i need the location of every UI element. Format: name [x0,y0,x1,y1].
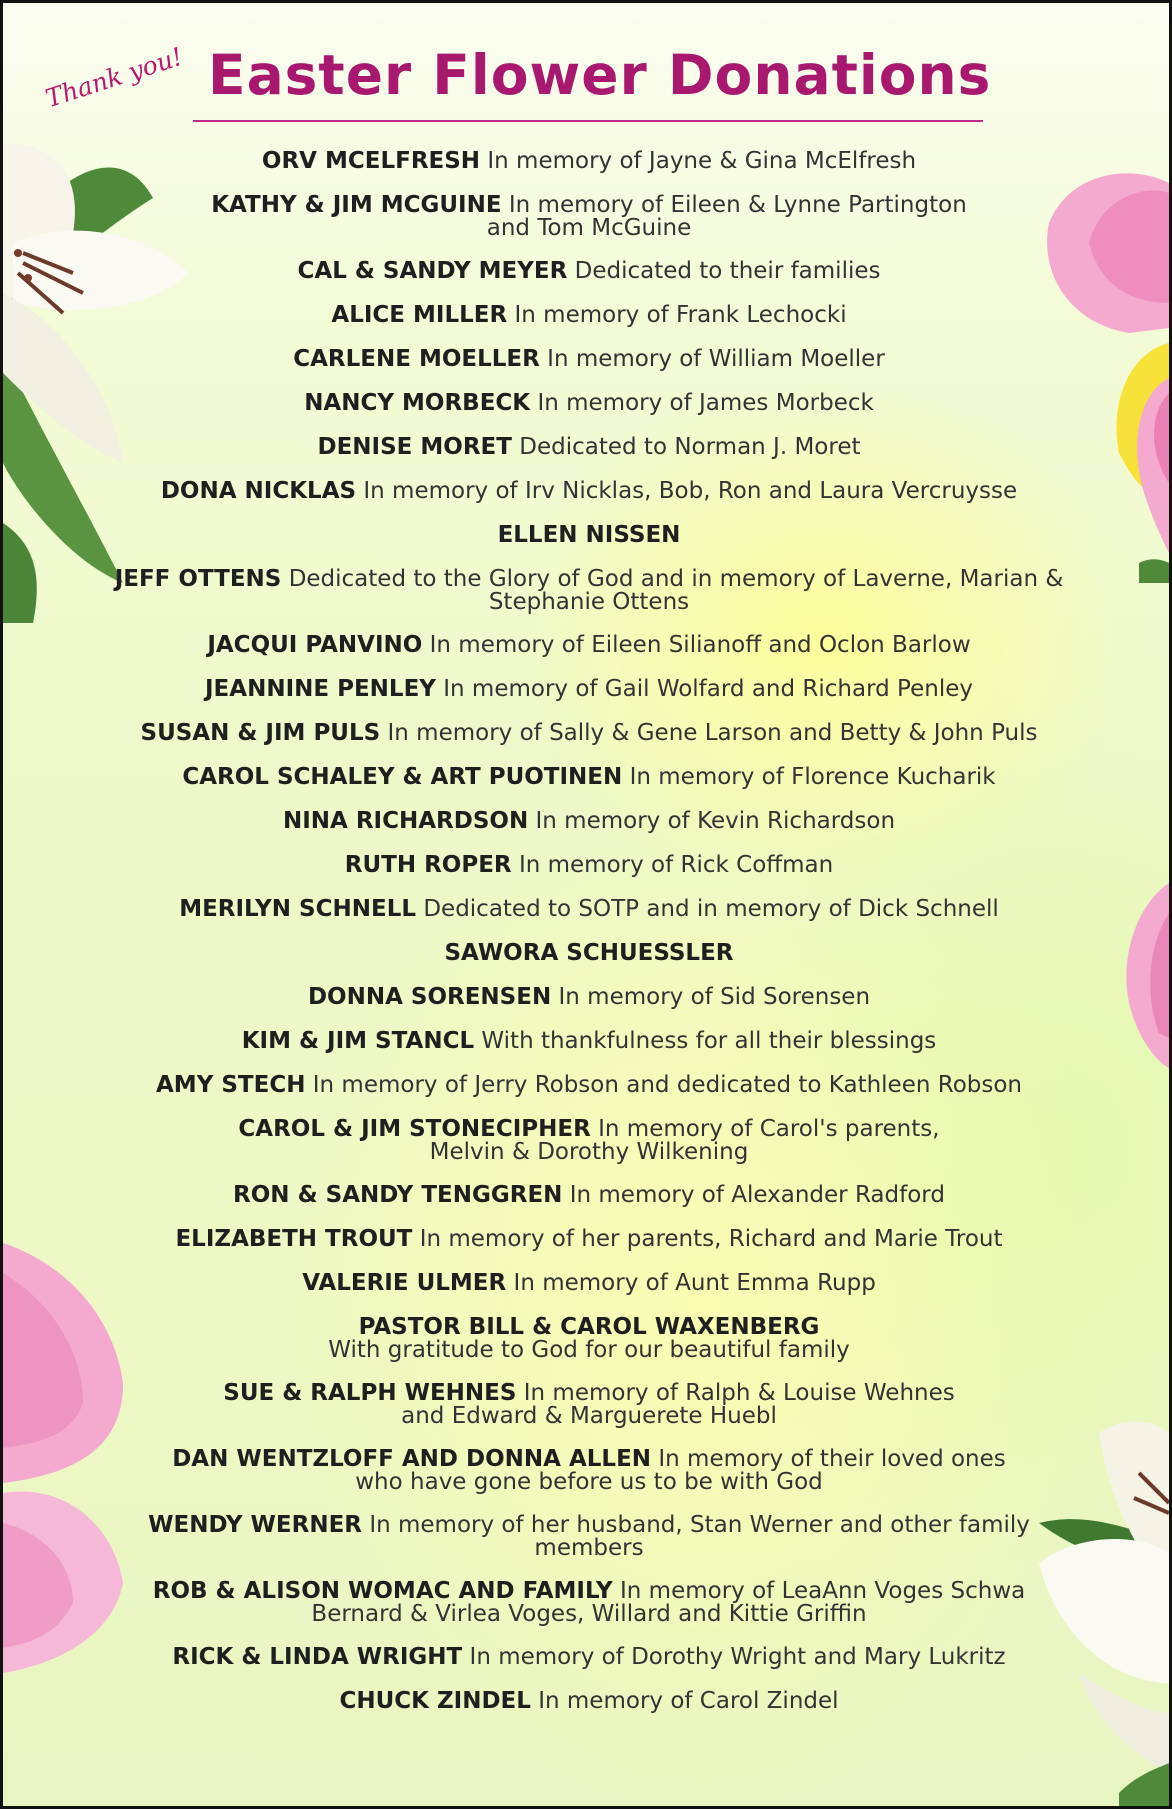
dedication-text: In memory of Sally & Gene Larson and Betty & John Puls [387,720,1038,746]
donor-name: RUTH ROPER [344,852,512,878]
donation-entry [63,1690,1115,1734]
donor-name: DENISE MORET [317,434,512,460]
donation-entry [63,1646,1115,1690]
entry-line-1 [63,1448,1115,1471]
donor-name: PASTOR BILL & CAROL WAXENBERG [358,1314,820,1340]
dedication-text: In memory of Jayne & Gina McElfresh [487,148,917,174]
entry-line-1 [63,348,1115,371]
donor-name: AMY STECH [156,1072,306,1098]
donor-name: DONNA SORENSEN [307,984,552,1010]
entry-line-1 [63,1382,1115,1405]
dedication-text: In memory of William Moeller [547,346,885,372]
donation-entry [63,480,1115,524]
page-title: Easter Flower Donations [208,43,992,107]
donation-entry [63,986,1115,1030]
donor-name: DAN WENTZLOFF AND DONNA ALLEN [172,1446,652,1472]
dedication-text-continued: Melvin & Dorothy Wilkening [429,1139,749,1165]
dedication-text: With thankfulness for all their blessings [481,1028,937,1054]
donation-entry [63,898,1115,942]
donation-entry [63,392,1115,436]
dedication-text-continued: and Edward & Marguerete Huebl [401,1403,777,1429]
donor-name: CARLENE MOELLER [293,346,540,372]
donor-name: RICK & LINDA WRIGHT [172,1644,463,1670]
donation-entry [63,1382,1115,1448]
donation-entry [63,854,1115,898]
dedication-text: Dedicated to SOTP and in memory of Dick Schnell [423,896,999,922]
entry-line-1 [63,898,1115,921]
dedication-text: In memory of Eileen & Lynne Partington [508,192,967,218]
donation-entry [63,1272,1115,1316]
donation-entry [63,194,1115,260]
entry-line-1 [63,1228,1115,1251]
entry-line-1 [63,194,1115,217]
entry-line-1 [63,942,1115,965]
entry-line-1 [63,1514,1115,1537]
donation-entry [63,524,1115,568]
entry-line-1 [63,260,1115,283]
donation-entry [63,1514,1115,1580]
donor-name: CAROL SCHALEY & ART PUOTINEN [182,764,623,790]
entry-line-1 [63,568,1115,591]
donation-entry [63,260,1115,304]
dedication-text: In memory of Rick Coffman [518,852,834,878]
donor-name: RON & SANDY TENGGREN [233,1182,563,1208]
dedication-text: In memory of Dorothy Wright and Mary Lukritz [469,1644,1006,1670]
dedication-text: In memory of Kevin Richardson [535,808,896,834]
donation-entry [63,766,1115,810]
donor-name: NINA RICHARDSON [282,808,529,834]
entry-line-1 [63,986,1115,1009]
entry-line-1 [63,810,1115,833]
donor-name: ELLEN NISSEN [497,522,681,548]
dedication-text: In memory of James Morbeck [537,390,874,416]
thank-you-script: Thank you! [41,41,187,114]
entry-line-1 [63,480,1115,503]
entry-line-1 [63,722,1115,745]
donation-entry [63,436,1115,480]
donation-entry [63,722,1115,766]
donor-name: JEANNINE PENLEY [205,676,436,702]
dedication-text-continued: With gratitude to God for our beautiful family [328,1337,850,1363]
dedication-text-continued: and Tom McGuine [486,215,692,241]
title-underline [193,120,983,122]
donation-entry [63,1118,1115,1184]
donor-name: ALICE MILLER [331,302,508,328]
dedication-text: Dedicated to the Glory of God and in memory of Laverne, Marian & [288,566,1064,592]
dedication-text: In memory of their loved ones [658,1446,1006,1472]
donation-entry [63,304,1115,348]
entry-line-1 [63,1118,1115,1141]
entry-line-1 [63,392,1115,415]
dedication-text: Dedicated to their families [574,258,881,284]
donation-entry [63,568,1115,634]
donation-entry [63,1184,1115,1228]
donor-name: JACQUI PANVINO [207,632,423,658]
donor-name: CHUCK ZINDEL [339,1688,531,1714]
dedication-text: In memory of Gail Wolfard and Richard Penley [443,676,973,702]
donor-name: WENDY WERNER [148,1512,363,1538]
dedication-text-continued: Stephanie Ottens [488,589,690,615]
donor-name: KIM & JIM STANCL [241,1028,475,1054]
donation-entry [63,678,1115,722]
donation-list [63,150,1115,1734]
donation-entry [63,1030,1115,1074]
dedication-text: In memory of Sid Sorensen [558,984,871,1010]
entry-line-1 [63,1580,1115,1603]
donor-name: JEFF OTTENS [114,566,282,592]
donor-name: DONA NICKLAS [160,478,357,504]
dedication-text: In memory of Carol Zindel [538,1688,839,1714]
donor-name: CAROL & JIM STONECIPHER [238,1116,591,1142]
donation-entry [63,1316,1115,1382]
dedication-text: In memory of Aunt Emma Rupp [513,1270,876,1296]
donation-entry [63,1448,1115,1514]
entry-line-1 [63,1272,1115,1295]
donation-entry [63,942,1115,986]
dedication-text: In memory of Carol's parents, [598,1116,940,1142]
dedication-text: In memory of her parents, Richard and Marie Trout [419,1226,1003,1252]
donor-name: ROB & ALISON WOMAC AND FAMILY [152,1578,613,1604]
entry-line-1 [63,524,1115,547]
dedication-text: Dedicated to Norman J. Moret [519,434,861,460]
dedication-text: In memory of Florence Kucharik [629,764,996,790]
dedication-text: In memory of LeaAnn Voges Schwa [620,1578,1026,1604]
dedication-text: In memory of Frank Lechocki [514,302,847,328]
entry-line-1 [63,634,1115,657]
dedication-text: In memory of her husband, Stan Werner and other family [369,1512,1030,1538]
dedication-text-continued: members [534,1535,644,1561]
entry-line-1 [63,150,1115,173]
entry-line-1 [63,678,1115,701]
donation-entry [63,1580,1115,1646]
donor-name: CAL & SANDY MEYER [297,258,568,284]
donation-entry [63,348,1115,392]
dedication-text: In memory of Jerry Robson and dedicated to Kathleen Robson [312,1072,1022,1098]
donation-entry [63,150,1115,194]
donation-entry [63,1074,1115,1118]
donor-name: KATHY & JIM MCGUINE [211,192,502,218]
entry-line-1 [63,1030,1115,1053]
donor-name: SAWORA SCHUESSLER [444,940,734,966]
donation-entry [63,634,1115,678]
entry-line-1 [63,766,1115,789]
dedication-text: In memory of Irv Nicklas, Bob, Ron and Laura Vercruysse [363,478,1018,504]
dedication-text: In memory of Alexander Radford [569,1182,945,1208]
dedication-text-continued: Bernard & Virlea Voges, Willard and Kittie Griffin [311,1601,867,1627]
entry-line-1 [63,1074,1115,1097]
header [3,3,1172,133]
donor-name: MERILYN SCHNELL [179,896,417,922]
entry-line-1 [63,854,1115,877]
donor-name: ELIZABETH TROUT [175,1226,413,1252]
dedication-text: In memory of Eileen Silianoff and Oclon Barlow [429,632,971,658]
donor-name: VALERIE ULMER [302,1270,507,1296]
donation-entry [63,810,1115,854]
entry-line-1 [63,304,1115,327]
dedication-text: In memory of Ralph & Louise Wehnes [523,1380,955,1406]
donor-name: SUSAN & JIM PULS [140,720,381,746]
donation-entry [63,1228,1115,1272]
donor-name: SUE & RALPH WEHNES [223,1380,517,1406]
entry-line-1 [63,1184,1115,1207]
entry-line-1 [63,436,1115,459]
entry-line-1 [63,1316,1115,1339]
entry-line-1 [63,1690,1115,1713]
entry-line-1 [63,1646,1115,1669]
donor-name: NANCY MORBECK [304,390,531,416]
donor-name: ORV MCELFRESH [261,148,481,174]
dedication-text-continued: who have gone before us to be with God [355,1469,823,1495]
